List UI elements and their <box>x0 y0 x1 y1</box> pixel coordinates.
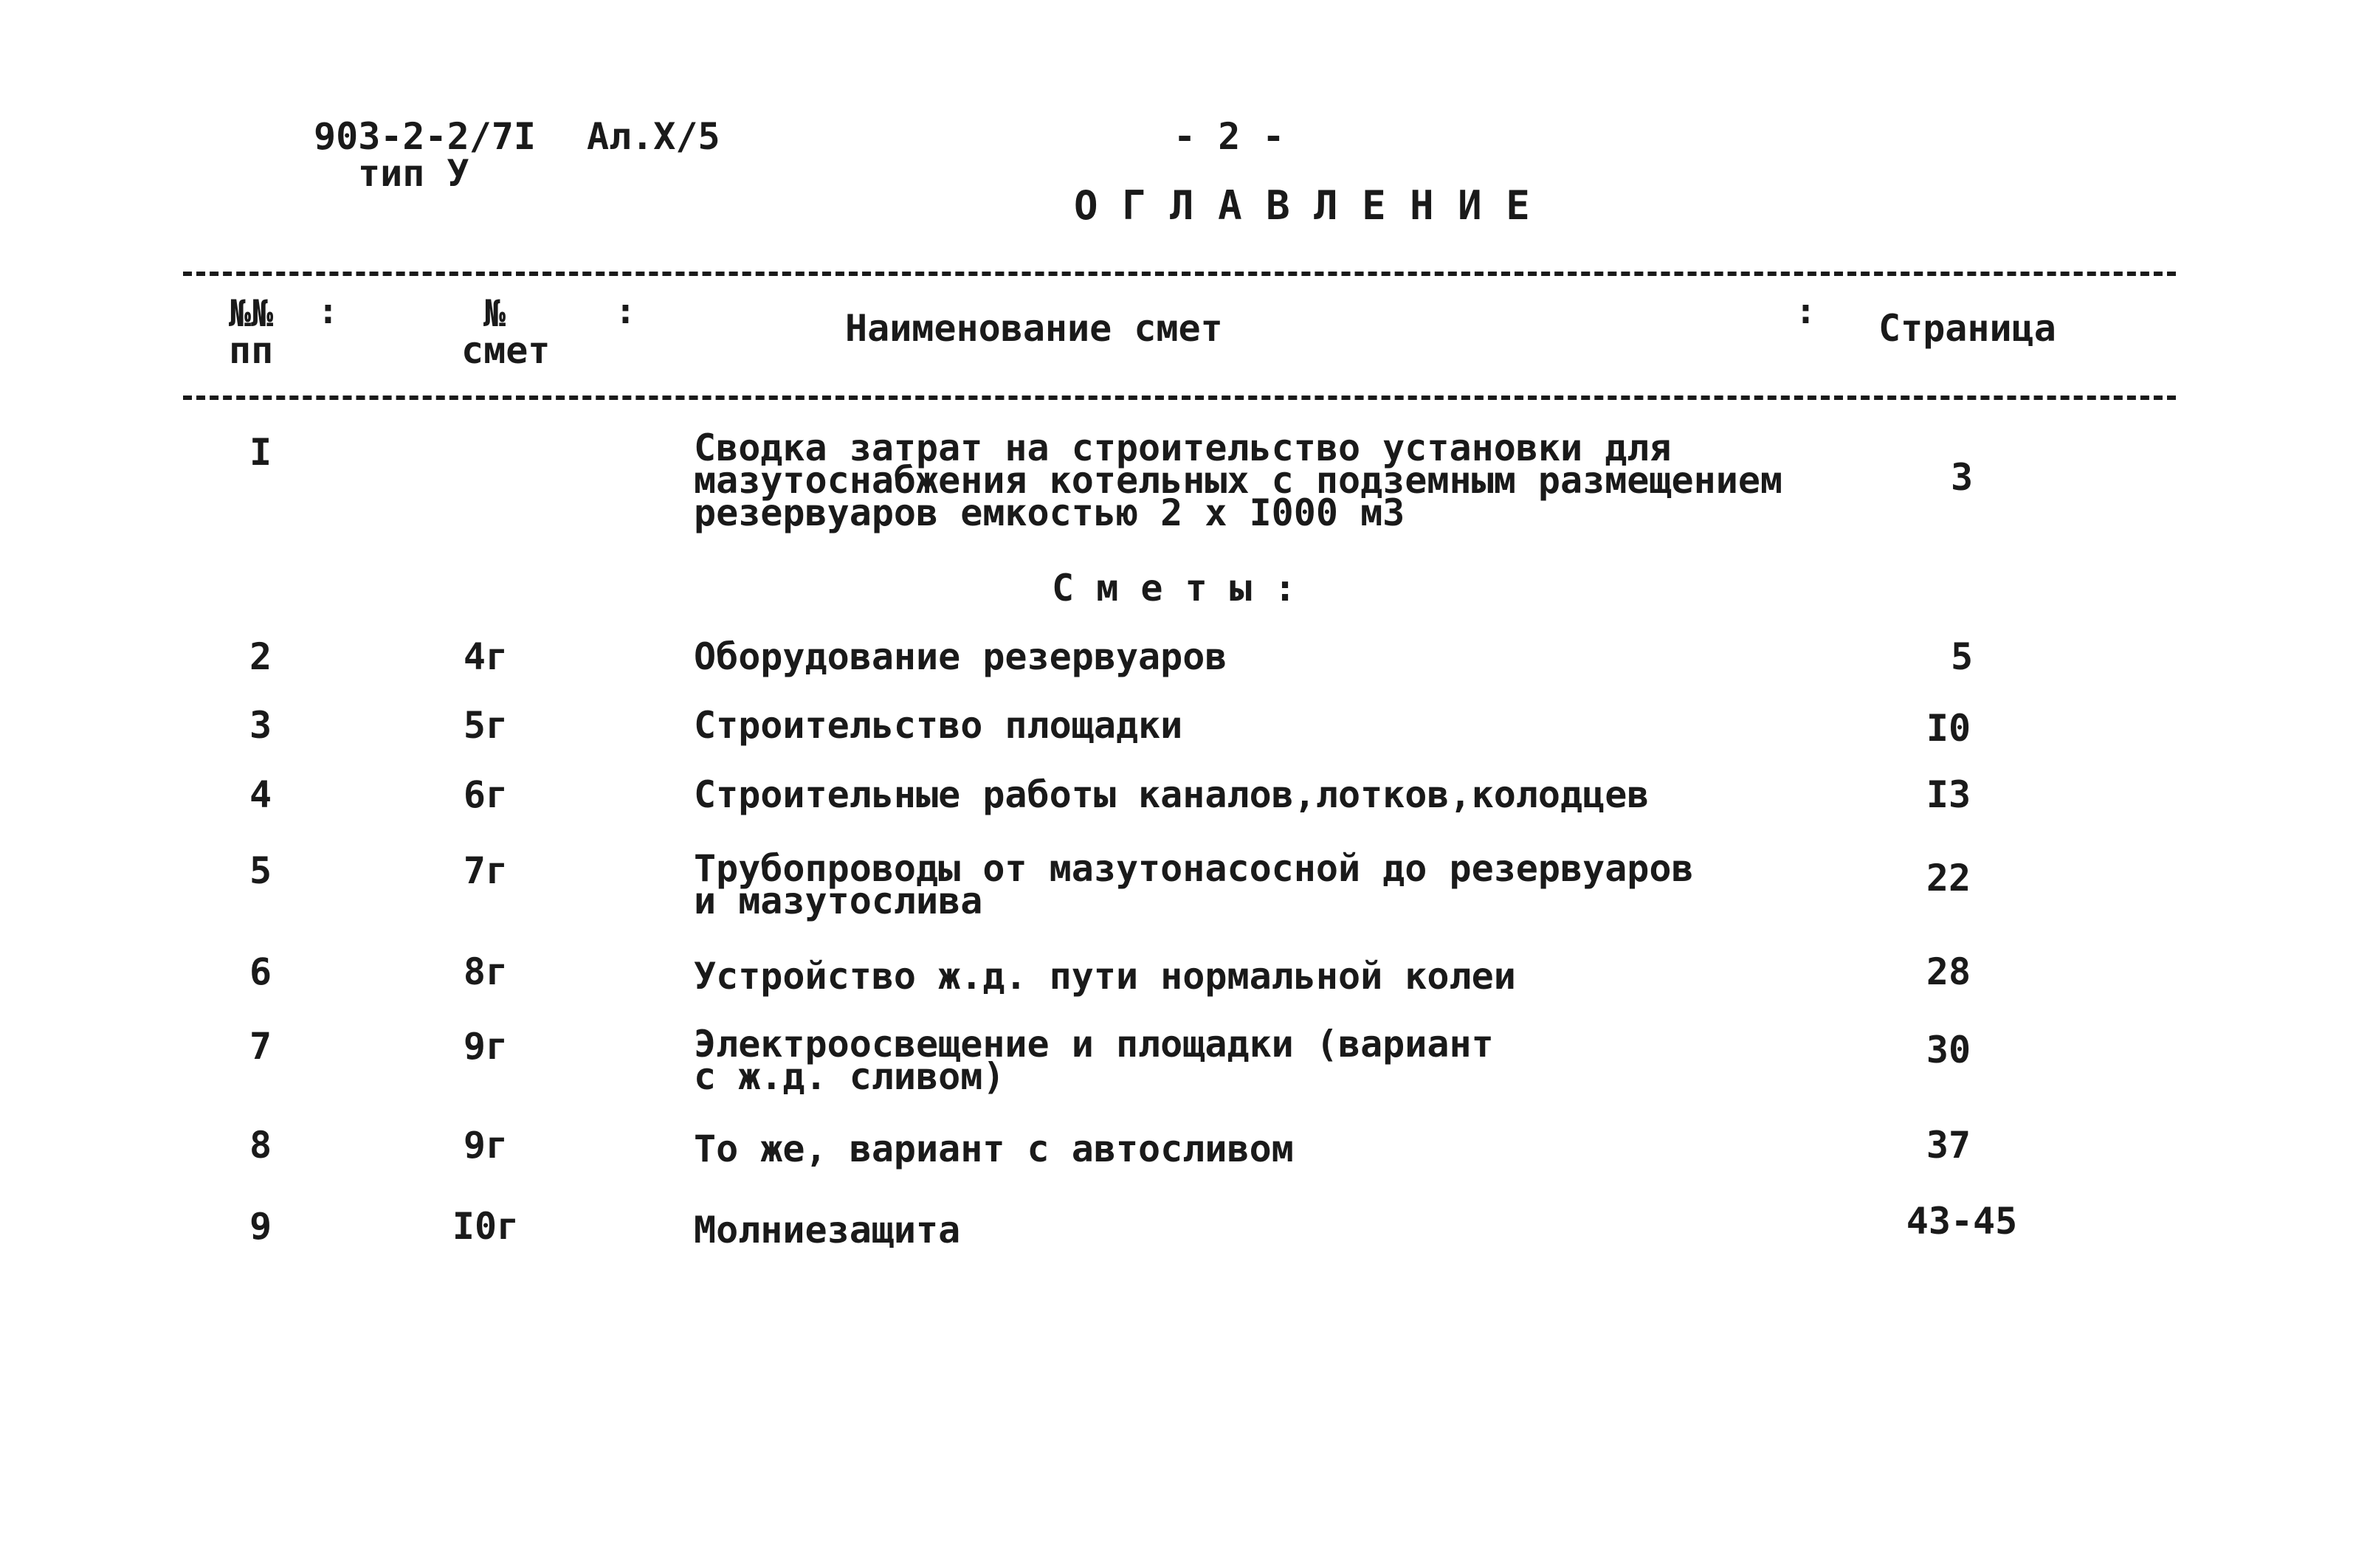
summary-name: Сводка затрат на строительство установки для мазутоснабжения котельных с подземным размещением резервуаров емкостью 2 х I000 м3 <box>694 426 1783 534</box>
row-page: 37 <box>1926 1124 1971 1167</box>
row-pp: 6 <box>249 950 272 993</box>
row-name: Оборудование резервуаров <box>694 635 1227 678</box>
row-estimate-number: 6г <box>463 773 509 816</box>
row-name: То же, вариант с автосливом <box>694 1127 1294 1170</box>
page-title: О Г Л А В Л Е Н И Е <box>1074 182 1530 229</box>
row-name: Трубопроводы от мазутонасосной до резервуаров и мазутослива <box>694 847 1694 922</box>
column-header-pp-line2: пп <box>229 329 274 372</box>
row-pp: 2 <box>249 635 272 678</box>
row-page: 28 <box>1926 950 1971 993</box>
row-estimate-number: 4г <box>463 635 509 678</box>
row-pp: 5 <box>249 849 272 892</box>
row-name: Строительные работы каналов,лотков,колодцев <box>694 773 1650 816</box>
summary-page: 3 <box>1950 456 1974 499</box>
row-name: Устройство ж.д. пути нормальной колеи <box>694 955 1516 998</box>
column-separator: : <box>317 291 339 332</box>
page-number: - 2 - <box>1174 115 1285 158</box>
row-estimate-number: 5г <box>463 704 509 747</box>
row-pp: 8 <box>249 1124 272 1167</box>
row-page: 43-45 <box>1906 1200 2018 1243</box>
row-estimate-number: 9г <box>463 1124 509 1167</box>
top-dashed-rule <box>183 272 2176 276</box>
row-name: Электроосвещение и площадки (вариант с ж.д. сливом) <box>694 1023 1494 1098</box>
row-page: 30 <box>1926 1029 1971 1071</box>
row-page: I0 <box>1926 707 1971 750</box>
document-code: 903-2-2/7I <box>314 115 537 158</box>
header-dashed-rule <box>183 396 2176 400</box>
row-estimate-number: 7г <box>463 849 509 892</box>
row-name: Строительство площадки <box>694 704 1183 747</box>
row-page: 5 <box>1950 635 1974 678</box>
row-page: 22 <box>1926 857 1971 899</box>
document-type: тип У <box>358 152 469 195</box>
row-pp: 4 <box>249 773 272 816</box>
column-header-page: Страница <box>1878 307 2056 350</box>
row-pp: 9 <box>249 1205 272 1248</box>
column-header-pp-line1: №№ <box>229 292 274 335</box>
column-separator: : <box>615 291 636 332</box>
summary-pp: I <box>249 431 272 474</box>
row-pp: 3 <box>249 704 272 747</box>
column-header-name: Наименование смет <box>845 307 1223 350</box>
column-header-num-line2: смет <box>461 329 551 372</box>
row-estimate-number: 8г <box>463 950 509 993</box>
album-number: Ал.X/5 <box>587 115 720 158</box>
column-header-num-line1: № <box>483 292 506 335</box>
row-page: I3 <box>1926 773 1971 816</box>
row-pp: 7 <box>249 1025 272 1068</box>
row-estimate-number: I0г <box>452 1205 520 1248</box>
row-estimate-number: 9г <box>463 1025 509 1068</box>
section-title: С м е т ы : <box>1052 567 1297 609</box>
column-separator: : <box>1795 291 1816 332</box>
row-name: Молниезащита <box>694 1209 961 1251</box>
